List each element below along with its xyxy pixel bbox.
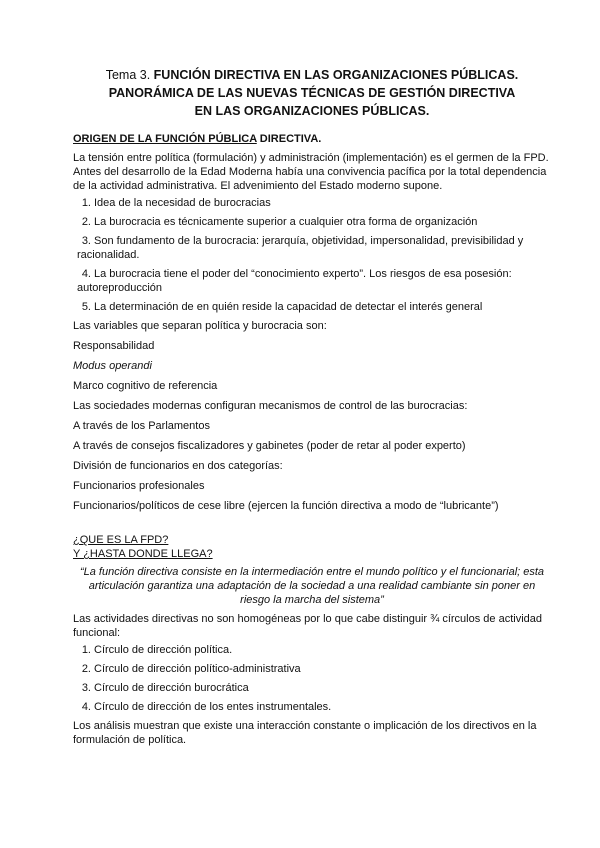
division-item: Funcionarios/políticos de cese libre (ejercen la función directiva a modo de “lubricante”) <box>73 500 499 512</box>
list-item <box>73 196 551 210</box>
list-item <box>73 267 551 295</box>
section-heading-underlined: ORIGEN DE LA FUNCIÓN PÚBLICA <box>73 133 257 145</box>
list-text: Círculo de dirección política. <box>94 644 233 656</box>
title-prefix: Tema 3. <box>105 68 151 82</box>
division-intro: División de funcionarios en dos categorías: <box>73 460 283 472</box>
division-item: Funcionarios profesionales <box>73 480 205 492</box>
list-item <box>73 662 551 676</box>
list-number: 4. <box>81 268 91 280</box>
list-number: 2. <box>81 216 91 228</box>
variable-item: Responsabilidad <box>73 340 155 352</box>
section-heading-hasta-donde: Y ¿HASTA DONDE LLEGA? <box>73 548 213 560</box>
section-spacer <box>73 519 551 533</box>
list-item <box>73 643 551 657</box>
list-number: 4. <box>81 701 91 713</box>
variable-item: Marco cognitivo de referencia <box>73 380 218 392</box>
list-text: La determinación de en quién reside la capacidad de detectar el interés general <box>94 301 483 313</box>
control-item: A través de los Parlamentos <box>73 420 210 432</box>
title-line-3: EN LAS ORGANIZACIONES PÚBLICAS. <box>194 104 430 118</box>
list-text: Son fundamento de la burocracia: jerarquía, objetividad, impersonalidad, previsibilidad y racionalidad. <box>77 235 524 261</box>
list-number: 5. <box>81 301 91 313</box>
list-number: 3. <box>81 682 91 694</box>
document-page <box>73 66 551 750</box>
list-item <box>73 700 551 714</box>
intro-paragraph: La tensión entre política (formulación) y administración (implementación) es el germen de la FPD. Antes del desarrollo de la Edad Moderna había una convivencia pacífica por la total dependencia de la actividad administrativa. El advenimiento del Estado moderno supone. <box>73 152 549 192</box>
title-line-1 <box>73 66 551 84</box>
section-heading-que-es: ¿QUE ES LA FPD? <box>73 534 169 546</box>
list-text: La burocracia es técnicamente superior a cualquier otra forma de organización <box>94 216 478 228</box>
control-intro: Las sociedades modernas configuran mecanismos de control de las burocracias: <box>73 400 468 412</box>
list-text: Círculo de dirección de los entes instrumentales. <box>94 701 332 713</box>
section-heading-rest: DIRECTIVA. <box>256 133 322 145</box>
list-text: Círculo de dirección político-administrativa <box>94 663 301 675</box>
list-item <box>73 300 551 314</box>
list-item <box>73 215 551 229</box>
variables-intro: Las variables que separan política y burocracia son: <box>73 320 327 332</box>
list-number: 1. <box>81 644 91 656</box>
list-number: 3. <box>81 235 91 247</box>
definition-quote: “La función directiva consiste en la intermediación entre el mundo político y el funcionarial; esta articulación garantiza una adaptación de la sociedad a una realidad cambiante sin poner en riesgo la marcha del sistema” <box>79 566 545 606</box>
list-text: Idea de la necesidad de burocracias <box>94 197 271 209</box>
list-text: Círculo de dirección burocrática <box>94 682 249 694</box>
list-item <box>73 681 551 695</box>
variable-item: Modus operandi <box>73 360 152 372</box>
control-item: A través de consejos fiscalizadores y gabinetes (poder de retar al poder experto) <box>73 440 466 452</box>
title-line-1-text: FUNCIÓN DIRECTIVA EN LAS ORGANIZACIONES PÚBLICAS. <box>150 68 519 82</box>
list-item <box>73 234 551 262</box>
activities-intro: Las actividades directivas no son homogéneas por lo que cabe distinguir ¾ círculos de actividad funcional: <box>73 613 542 639</box>
list-text: La burocracia tiene el poder del “conocimiento experto”. Los riesgos de esa posesión: autoreproducción <box>77 268 512 294</box>
title-line-2: PANORÁMICA DE LAS NUEVAS TÉCNICAS DE GESTIÓN DIRECTIVA <box>108 86 516 100</box>
circles-list <box>73 643 551 714</box>
list-number: 2. <box>81 663 91 675</box>
section-heading-origen <box>73 132 551 146</box>
origin-list <box>73 196 551 314</box>
list-number: 1. <box>81 197 91 209</box>
document-title <box>73 66 551 120</box>
closing-paragraph: Los análisis muestran que existe una interacción constante o implicación de los directivos en la formulación de política. <box>73 720 537 746</box>
